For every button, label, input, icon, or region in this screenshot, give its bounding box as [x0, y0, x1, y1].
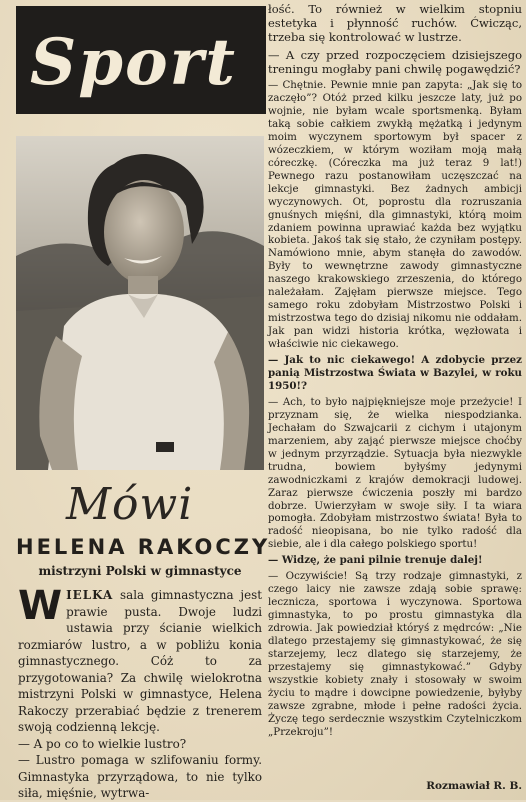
dropcap: W: [18, 583, 63, 629]
answer-4: — Oczywiście! Są trzy rodzaje gimnastyki, z czego laicy nie zawsze zdają sobie sprawę: lecznicza, sportowa i wyczynowa. Sportowa gimnastyka, to po prostu gimnastyka dla zdrowia. Jak powiedział któryś z mędrców: „Nie dlatego przestajemy się gimnastykować, że się starzejemy, lecz dlatego się starzejemy, że przestajemy się gimnastykować.” Gdyby wszystkie kobiety znały i stosowały w swoim życiu to mądre i dowcipne powiedzenie, byłyby zawsze zgrabne, młode i pełne radości życia. Życzę tego serdecznie wszystkim Czytelniczkom „Przekroju”!: [268, 570, 522, 738]
right-column: [268, 0, 522, 800]
answer-1-start: — Lustro pomaga w szlifowaniu formy. Gimnastyka przyrządowa, to nie tylko siła, mięśnie, wytrwa-: [18, 753, 262, 800]
intro-text: [18, 583, 262, 802]
intro-text-1: sala gimnastyczna jest prawie pusta. Dwoje ludzi ustawia przy ścianie wielkich rozmiarów lustro, a w pobliżu konia gimnastycznego. Cóż to za przygotowania? Za chwilę wielokrotna mistrzyni Polski w gimnastyce, Helena Rakoczy przerabiać będzie z trenerem swoją codzienną lekcję.: [18, 588, 262, 734]
question-3: — Jak to nic ciekawego! A zdobycie przez panią Mistrzostwa Świata w Bazylei, w roku 1950!?: [268, 354, 522, 392]
section-title: Sport: [30, 25, 237, 100]
question-1: — A po co to wielkie lustro?: [18, 736, 187, 751]
intro-paragraph: [18, 583, 262, 736]
portrait-photo: [16, 136, 264, 470]
intro-first-word: IELKA: [66, 588, 114, 602]
signature: Rozmawiał R. B.: [426, 780, 522, 792]
question-2: — A czy przed rozpoczęciem dzisiejszego treningu mogłaby pani chwilę pogawędzić?: [268, 47, 522, 76]
section-header-box: [16, 6, 266, 114]
interviewee-name: HELENA RAKOCZY: [16, 535, 271, 559]
headline-script: Mówi: [66, 479, 194, 530]
answer-1-end: łość. To również w wielkim stopniu estetyka i płynność ruchów. Ćwicząc, trzeba się kontrolować w lustrze.: [268, 2, 522, 45]
interview-text: [268, 2, 522, 742]
answer-3: — Ach, to było najpiękniejsze moje przeżycie! I przyznam się, że wielka niespodzianka. Jechałam do Szwajcarii z cichym i utajonym marzeniem, aby zająć pierwsze miejsce choćby w jednym przyrządzie. Sytuacja była niezwykle trudna, bowiem byłyśmy jedynymi zawodniczkami z krajów demokracji ludowej. Zaraz pierwsze ćwiczenia poszły mi bardzo dobrze. Uwierzyłam w swoje siły. I ta wiara pomogła. Zdobyłam mistrzostwo świata! Była to radość nieopisana, bo nie tylko radość dla siebie, ale i dla całego polskiego sportu!: [268, 395, 522, 551]
left-column: [6, 0, 271, 800]
interviewee-subtitle: mistrzyni Polski w gimnastyce: [38, 564, 242, 578]
answer-2: — Chętnie. Pewnie mnie pan zapyta: „Jak się to zaczęło”? Otóż przed kilku jeszcze laty, już po wojnie, nie byłam wcale sportsmenką. Byłam taką sobie całkiem zwykłą mężatką i jedynym moim wyczynem sportowym był spacer z wózeczkiem, w którym woziłam moją małą córeczkę. (Córeczka ma już teraz 9 lat!) Pewnego razu postanowiłam uczęszczać na lekcje gimnastyki. Bez żadnych ambicji wyczynowych. Ot, poprostu dla rozruszania gnuśnych mięśni, dla gimnastyki, którą moim zdaniem powinna uprawiać każda bez wyjątku kobieta. Jakoś tak się stało, że czyniłam postępy. Namówiono mnie, abym stanęła do zawodów. Były to wewnętrzne zawody gimnastyczne naszego krakowskiego zrzeszenia, do którego należałam. Zajęłam pierwsze miejsce. Tego samego roku zdobyłam Mistrzostwo Polski i mistrzostwa tego do dzisiaj nikomu nie oddałam. Jak pan widzi historia krótka, węzłowata i właściwie nic ciekawego.: [268, 79, 522, 351]
question-4: — Widzę, że pani pilnie trenuje dalej!: [268, 554, 483, 567]
portrait-illustration: [16, 136, 264, 470]
